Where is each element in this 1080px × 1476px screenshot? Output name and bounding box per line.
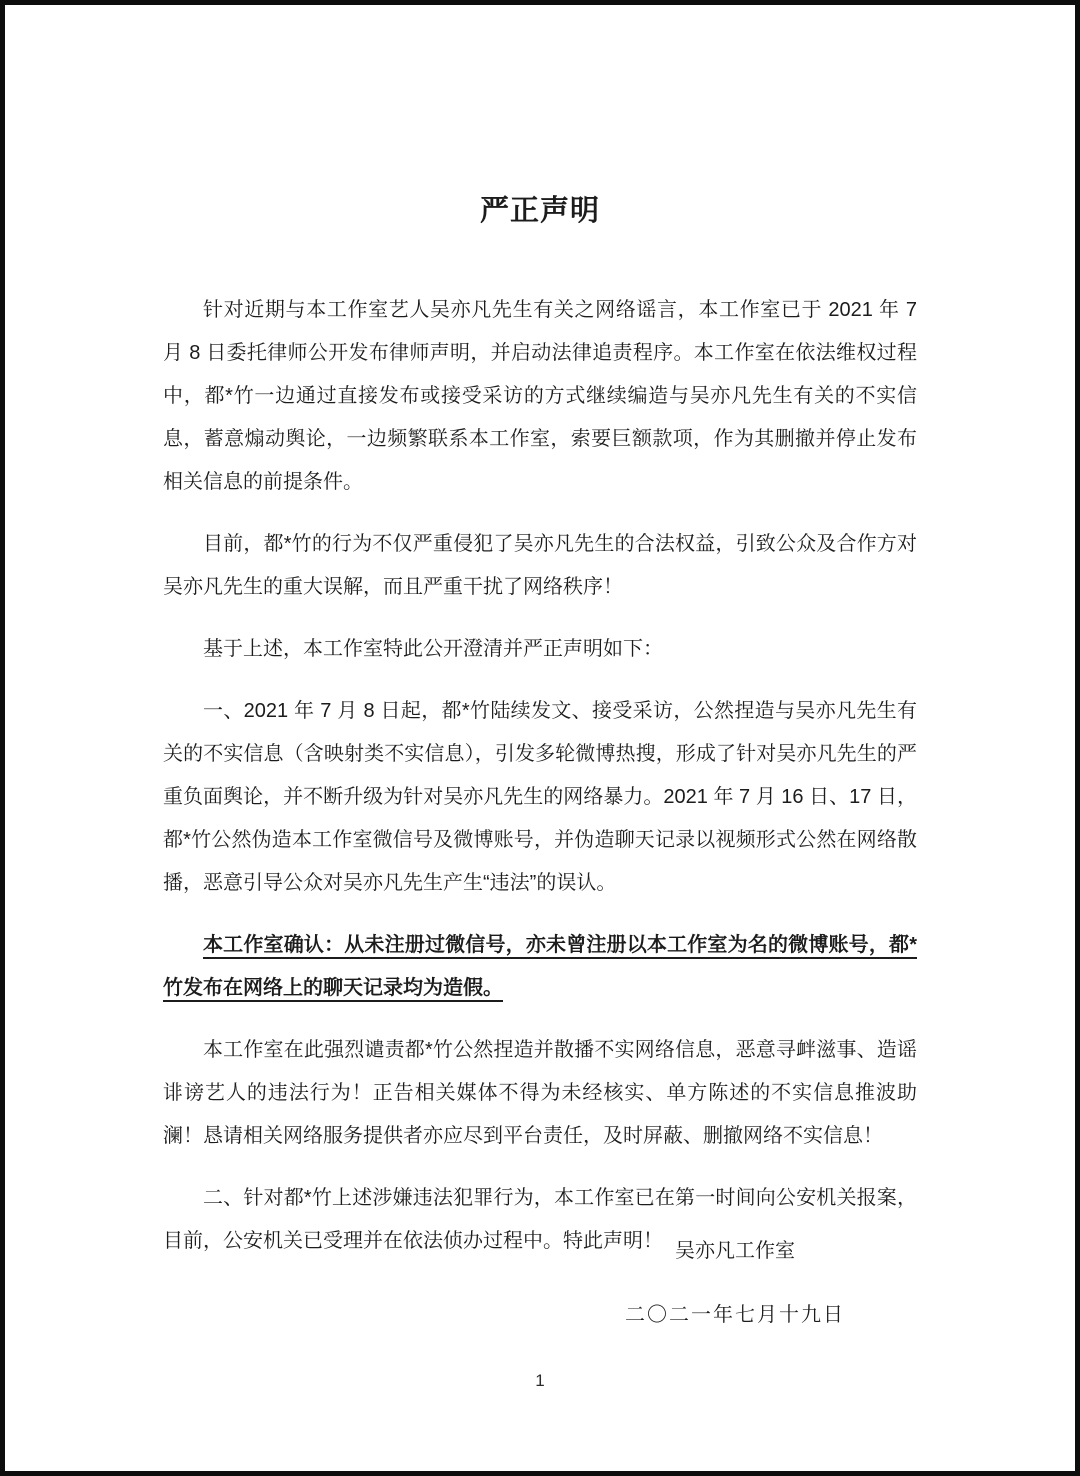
paragraph-condemnation: 本工作室在此强烈谴责都*竹公然捏造并散播不实网络信息，恶意寻衅滋事、造谣诽谤艺人的违法行为！正告相关媒体不得为未经核实、单方陈述的不实信息推波助澜！恳请相关网络服务提供者亦应尽到平台责任，及时屏蔽、删撤网络不实信息！ (163, 1039, 917, 1147)
paragraph-item-one: 一、2021 年 7 月 8 日起，都*竹陆续发文、接受采访，公然捏造与吴亦凡先生有关的不实信息（含映射类不实信息），引发多轮微博热搜，形成了针对吴亦凡先生的严重负面舆论，并不断升级为针对吴亦凡先生的网络暴力。2021 年 7 月 16 日、17 日，都*竹公然伪造本工作室微信号及微博账号，并伪造聊天记录以视频形式公然在网络散播，恶意引导公众对吴亦凡先生产生“违法”的误认。 (163, 700, 917, 894)
page-number: 1 (535, 1371, 545, 1390)
statement-body (163, 289, 917, 1263)
paragraph-current-situation: 目前，都*竹的行为不仅严重侵犯了吴亦凡先生的合法权益，引致公众及合作方对吴亦凡先生的重大误解，而且严重干扰了网络秩序！ (163, 533, 917, 598)
paragraph-declaration-lead: 基于上述，本工作室特此公开澄清并严正声明如下： (203, 638, 663, 660)
page-title: 严正声明 (479, 195, 600, 227)
signature-date: 二〇二一年七月十九日 (625, 1304, 845, 1326)
paragraph-item-two: 二、针对都*竹上述涉嫌违法犯罪行为，本工作室已在第一时间向公安机关报案，目前，公安机关已受理并在依法侦办过程中。特此声明！ (163, 1187, 917, 1252)
statement-content (5, 188, 1075, 1263)
signature-name: 吴亦凡工作室 (675, 1240, 795, 1262)
paragraph-confirmation-underlined: 本工作室确认：从未注册过微信号，亦未曾注册以本工作室为名的微博账号，都*竹发布在网络上的聊天记录均为造假。 (163, 934, 917, 999)
paragraph-intro: 针对近期与本工作室艺人吴亦凡先生有关之网络谣言，本工作室已于 2021 年 7 月 8 日委托律师公开发布律师声明，并启动法律追责程序。本工作室在依法维权过程中，都*竹一边通过直接发布或接受采访的方式继续编造与吴亦凡先生有关的不实信息，蓄意煽动舆论，一边频繁联系本工作室，索要巨额款项，作为其删撤并停止发布相关信息的前提条件。 (163, 299, 917, 493)
signature-block (565, 1237, 905, 1329)
